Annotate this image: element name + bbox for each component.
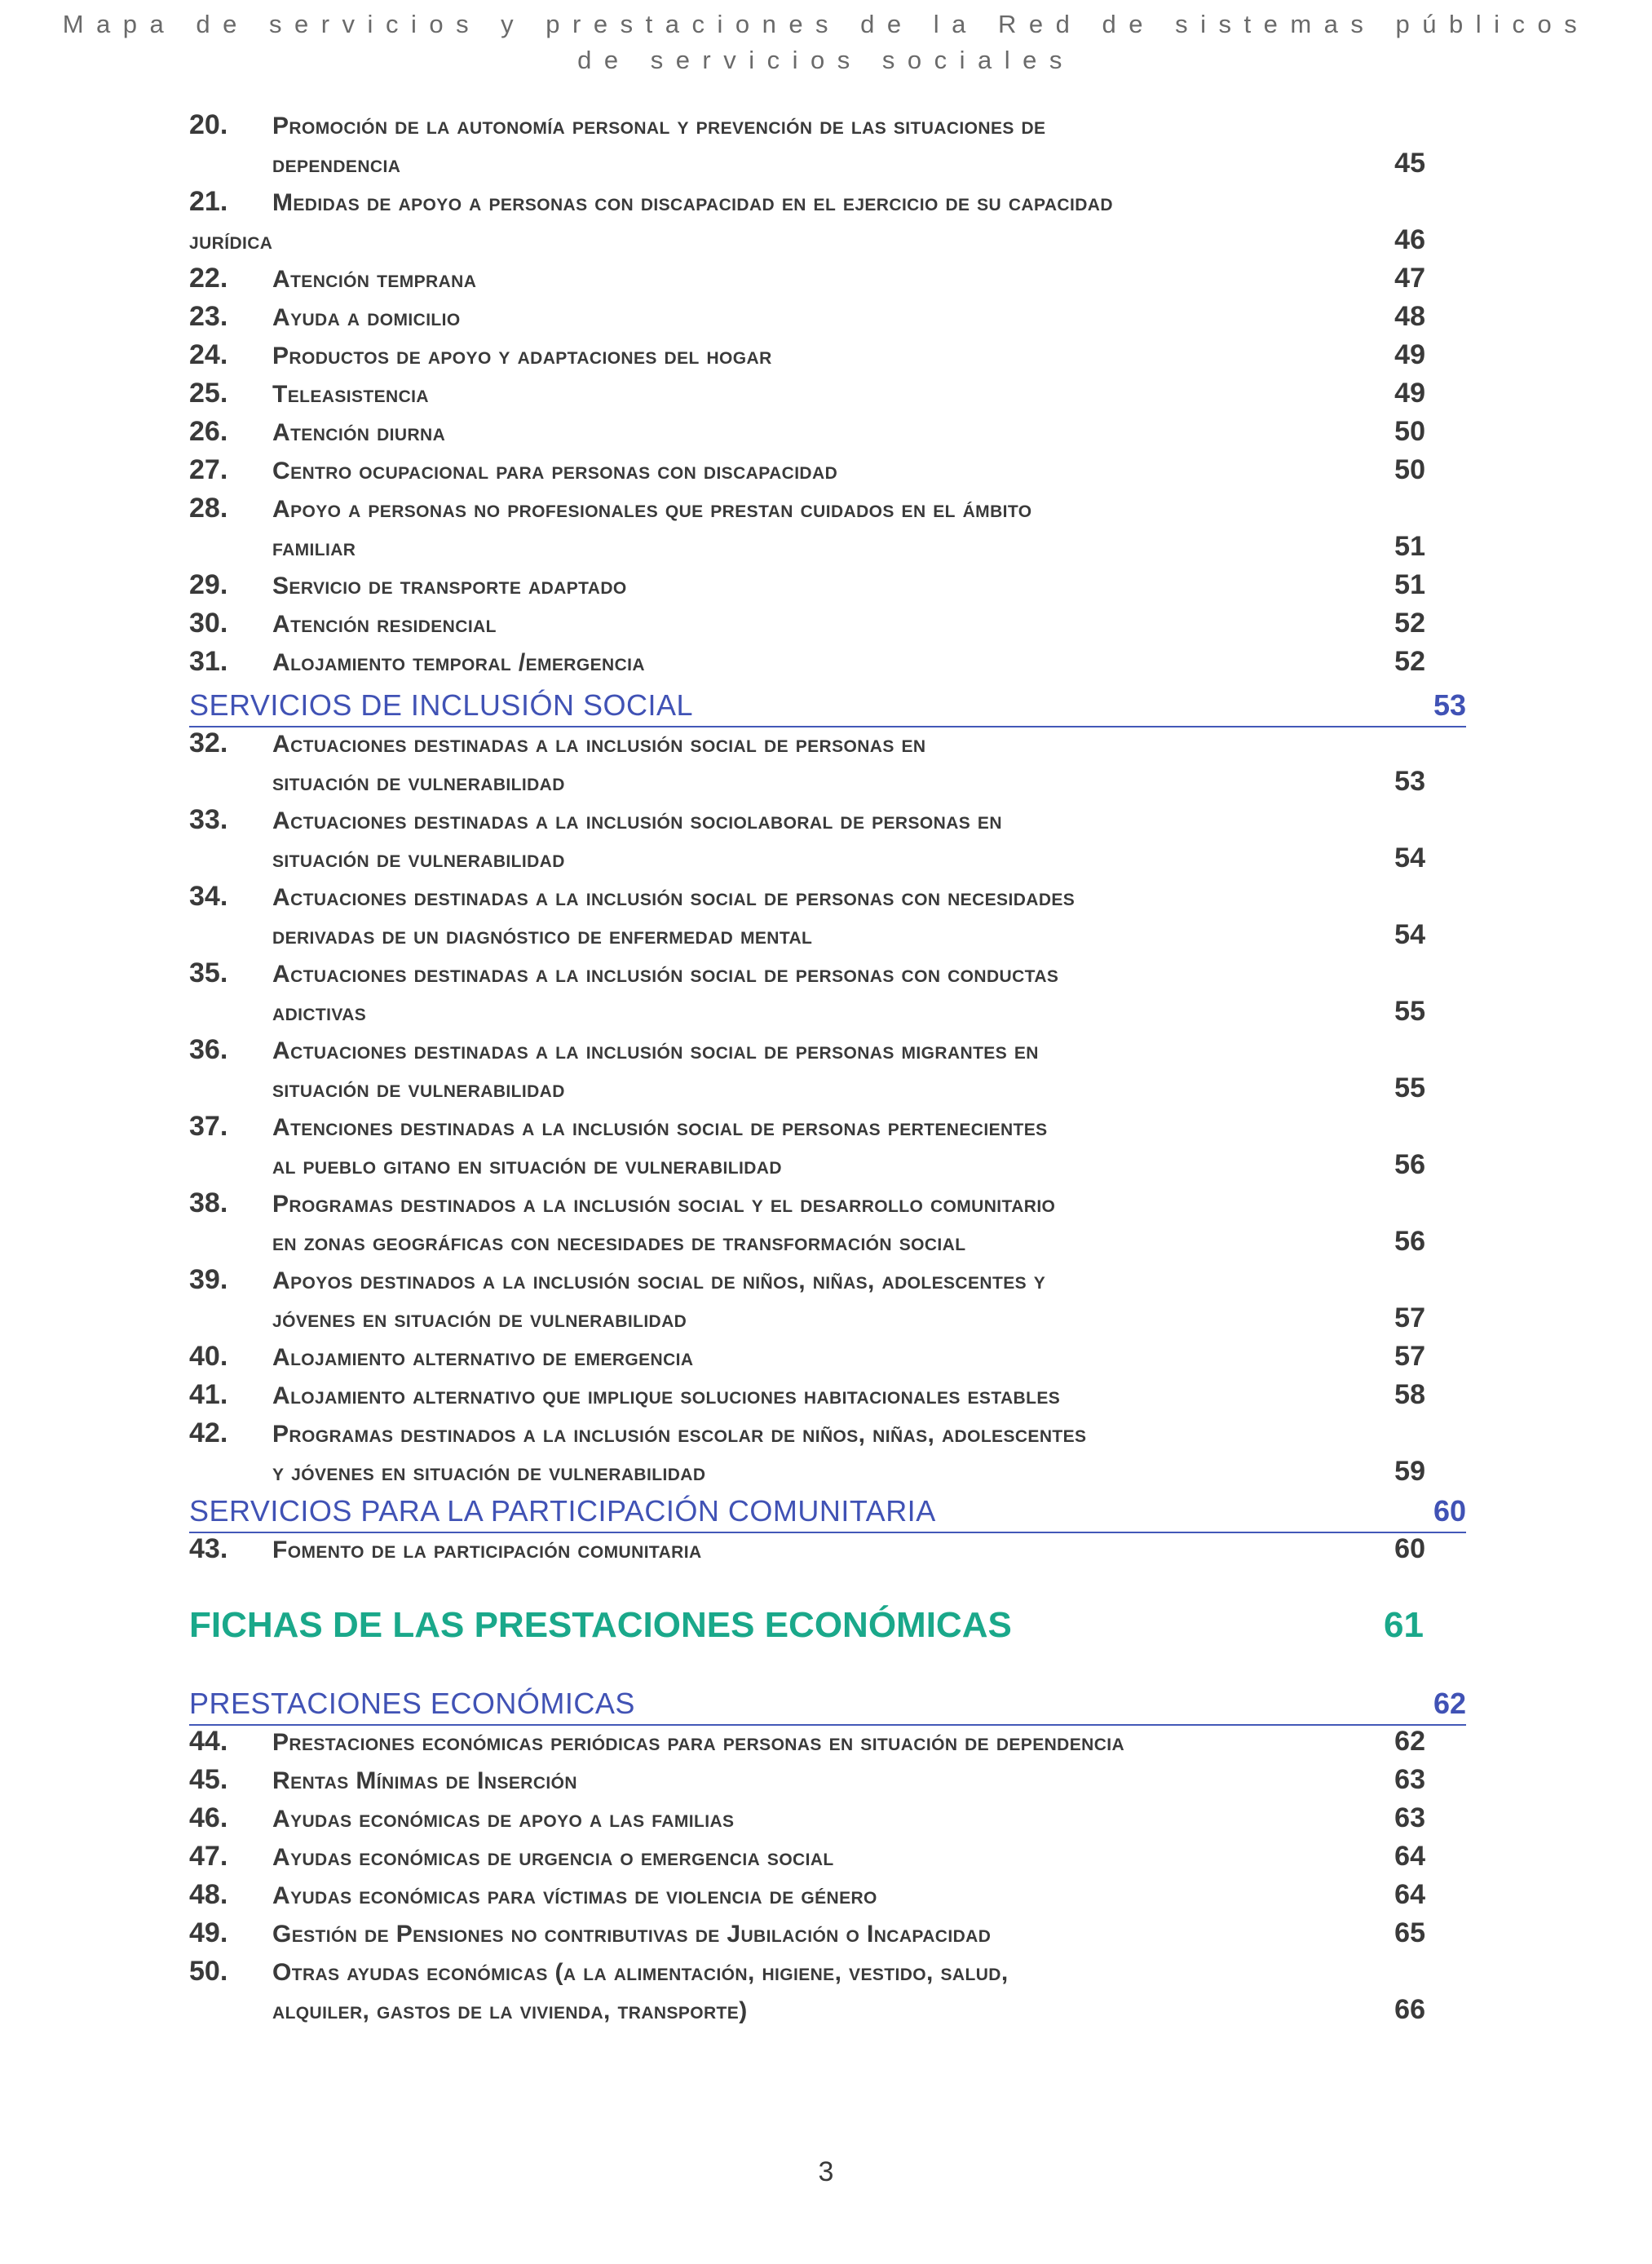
- entry-title: Actuaciones destinadas a la inclusión social de personas con conductas: [272, 961, 1059, 988]
- entry-number: 20.: [189, 109, 228, 140]
- entry-number: 37.: [189, 1111, 228, 1142]
- entry-page: 64: [1394, 1841, 1425, 1872]
- header-line-1: Mapa de servicios y prestaciones de la Red de sistemas públicos: [62, 10, 1590, 38]
- entry-title: Servicio de transporte adaptado: [272, 573, 627, 599]
- entry-page: 57: [1394, 1302, 1425, 1333]
- toc-entry-continuation[interactable]: [0, 994, 1652, 1032]
- section-page: 62: [1433, 1687, 1466, 1720]
- entry-number: 49.: [189, 1917, 228, 1948]
- entry-number: 28.: [189, 493, 228, 524]
- entry-title: Apoyo a personas no profesionales que prestan cuidados en el ámbito: [272, 496, 1032, 523]
- entry-page: 58: [1394, 1379, 1425, 1410]
- entry-title: Alojamiento temporal /emergencia: [272, 649, 645, 676]
- entry-page: 57: [1394, 1341, 1425, 1372]
- entry-page: 66: [1394, 1994, 1425, 2025]
- entry-title-continued: alquiler, gastos de la vivienda, transporte): [272, 1997, 748, 2024]
- toc-entry[interactable]: [0, 1762, 1652, 1800]
- entry-title-continued: jóvenes en situación de vulnerabilidad: [272, 1306, 687, 1333]
- entry-page: 51: [1394, 531, 1425, 562]
- entry-number: 30.: [189, 608, 228, 639]
- entry-number: 22.: [189, 263, 228, 294]
- entry-number: 21.: [189, 186, 228, 217]
- toc-entry[interactable]: [0, 1801, 1652, 1838]
- toc-entry-continuation[interactable]: [0, 1071, 1652, 1108]
- toc-entry[interactable]: [0, 1109, 1652, 1147]
- toc-entry-continuation[interactable]: [0, 1224, 1652, 1262]
- major-heading-title: FICHAS DE LAS PRESTACIONES ECONÓMICAS: [189, 1605, 1012, 1645]
- entry-title-continued: situación de vulnerabilidad: [272, 1076, 565, 1103]
- entry-title: Actuaciones destinadas a la inclusión sociolaboral de personas en: [272, 807, 1002, 834]
- entry-page: 51: [1394, 569, 1425, 600]
- entry-page: 63: [1394, 1802, 1425, 1833]
- entry-title: Actuaciones destinadas a la inclusión social de personas migrantes en: [272, 1037, 1039, 1064]
- entry-title-continued: situación de vulnerabilidad: [272, 846, 565, 873]
- header-line-2: de servicios sociales: [577, 46, 1075, 74]
- entry-title: Atención temprana: [272, 266, 477, 293]
- section-page: 53: [1433, 688, 1466, 722]
- entry-title: Apoyos destinados a la inclusión social de niños, niñas, adolescentes y: [272, 1267, 1046, 1294]
- entry-title: Rentas Mínimas de Inserción: [272, 1767, 577, 1794]
- entry-number: 32.: [189, 727, 228, 758]
- entry-title-continued: familiar: [272, 534, 356, 561]
- entry-page: 53: [1394, 766, 1425, 797]
- entry-page: 56: [1394, 1226, 1425, 1257]
- section-title: SERVICIOS DE INCLUSIÓN SOCIAL: [189, 688, 693, 722]
- section-title: PRESTACIONES ECONÓMICAS: [189, 1687, 635, 1720]
- entry-number: 26.: [189, 416, 228, 447]
- entry-number: 40.: [189, 1341, 228, 1372]
- toc-entry[interactable]: [0, 108, 1652, 145]
- entry-page: 60: [1394, 1533, 1425, 1564]
- entry-title-continued: en zonas geográficas con necesidades de transformación social: [272, 1229, 966, 1256]
- entry-page: 54: [1394, 842, 1425, 873]
- toc-entry[interactable]: [0, 491, 1652, 528]
- entry-page: 50: [1394, 416, 1425, 447]
- entry-number: 45.: [189, 1764, 228, 1795]
- entry-number: 46.: [189, 1802, 228, 1833]
- section-page: 60: [1433, 1494, 1466, 1528]
- toc-entry[interactable]: [0, 1724, 1652, 1762]
- toc-entry[interactable]: [0, 1377, 1652, 1415]
- toc-entry[interactable]: [0, 956, 1652, 993]
- entry-title-continued: y jóvenes en situación de vulnerabilidad: [272, 1459, 706, 1486]
- entry-page: 52: [1394, 608, 1425, 639]
- entry-title-continued: situación de vulnerabilidad: [272, 769, 565, 796]
- toc-entry-continuation[interactable]: [0, 1454, 1652, 1492]
- toc-entry[interactable]: [0, 1532, 1652, 1569]
- entry-title: Ayudas económicas de apoyo a las familias: [272, 1806, 735, 1833]
- toc-entry[interactable]: [0, 879, 1652, 917]
- entry-number: 43.: [189, 1533, 228, 1564]
- entry-title: Alojamiento alternativo de emergencia: [272, 1344, 694, 1371]
- toc-entry[interactable]: [0, 803, 1652, 840]
- toc-entry[interactable]: [0, 453, 1652, 490]
- entry-title: Actuaciones destinadas a la inclusión social de personas en: [272, 731, 926, 758]
- entry-page: 55: [1394, 1072, 1425, 1103]
- toc-entry[interactable]: [0, 1954, 1652, 1992]
- entry-number: 48.: [189, 1879, 228, 1910]
- toc-entry-continuation[interactable]: [0, 1992, 1652, 2030]
- entry-page: 47: [1394, 263, 1425, 294]
- entry-number: 29.: [189, 569, 228, 600]
- entry-title: Ayudas económicas de urgencia o emergencia social: [272, 1844, 834, 1871]
- entry-number: 44.: [189, 1726, 228, 1757]
- toc-entry-continuation[interactable]: [0, 529, 1652, 567]
- toc-entry-continuation[interactable]: [0, 841, 1652, 878]
- entry-title-continued: dependencia: [272, 151, 401, 178]
- toc-entry[interactable]: [0, 338, 1652, 375]
- entry-title: Otras ayudas económicas (a la alimentación, higiene, vestido, salud,: [272, 1959, 1009, 1986]
- toc-entry-continuation[interactable]: [0, 764, 1652, 802]
- toc-entry[interactable]: [0, 1262, 1652, 1300]
- entry-title: Centro ocupacional para personas con discapacidad: [272, 458, 838, 484]
- toc-entry[interactable]: [0, 568, 1652, 605]
- entry-number: 33.: [189, 804, 228, 835]
- entry-page: 54: [1394, 919, 1425, 950]
- entry-number: 27.: [189, 454, 228, 485]
- toc-entry[interactable]: [0, 1033, 1652, 1070]
- entry-title-continued: al pueblo gitano en situación de vulnerabilidad: [272, 1152, 782, 1179]
- toc-entry[interactable]: [0, 1916, 1652, 1953]
- toc-entry[interactable]: [0, 261, 1652, 298]
- section-title: SERVICIOS PARA LA PARTICIPACIÓN COMUNITARIA: [189, 1494, 936, 1528]
- major-heading-page: 61: [1384, 1605, 1424, 1645]
- entry-page: 64: [1394, 1879, 1425, 1910]
- entry-page: 52: [1394, 646, 1425, 677]
- entry-number: 24.: [189, 339, 228, 370]
- entry-number: 50.: [189, 1956, 228, 1987]
- entry-number: 34.: [189, 881, 228, 912]
- entry-title: Programas destinados a la inclusión social y el desarrollo comunitario: [272, 1191, 1056, 1218]
- entry-title: Prestaciones económicas periódicas para personas en situación de dependencia: [272, 1729, 1125, 1756]
- entry-page: 55: [1394, 996, 1425, 1027]
- toc-entry[interactable]: [0, 299, 1652, 337]
- entry-title: Alojamiento alternativo que implique soluciones habitacionales estables: [272, 1382, 1061, 1409]
- toc-entry[interactable]: [0, 1186, 1652, 1223]
- entry-title: Ayudas económicas para víctimas de violencia de género: [272, 1882, 877, 1909]
- entry-number: 31.: [189, 646, 228, 677]
- entry-title-continued: jurídica: [189, 228, 273, 254]
- entry-number: 25.: [189, 378, 228, 409]
- toc-section-economic[interactable]: [189, 1685, 1466, 1726]
- entry-page: 49: [1394, 378, 1425, 409]
- entry-number: 39.: [189, 1264, 228, 1295]
- entry-number: 35.: [189, 957, 228, 988]
- toc-entry-continuation[interactable]: [0, 146, 1652, 184]
- entry-title: Ayuda a domicilio: [272, 304, 461, 331]
- entry-number: 42.: [189, 1417, 228, 1448]
- toc-section-inclusion[interactable]: [189, 687, 1466, 727]
- entry-page: 46: [1394, 224, 1425, 255]
- toc-entry[interactable]: [0, 376, 1652, 413]
- toc-entry[interactable]: [0, 414, 1652, 452]
- entry-number: 36.: [189, 1034, 228, 1065]
- toc-entry[interactable]: [0, 1839, 1652, 1877]
- entry-page: 49: [1394, 339, 1425, 370]
- entry-number: 41.: [189, 1379, 228, 1410]
- entry-page: 48: [1394, 301, 1425, 332]
- entry-title: Medidas de apoyo a personas con discapacidad en el ejercicio de su capacidad: [272, 189, 1113, 216]
- entry-number: 38.: [189, 1187, 228, 1218]
- page-number: 3: [818, 2156, 834, 2187]
- toc-entry[interactable]: [0, 644, 1652, 682]
- toc-entry-continuation[interactable]: [0, 1147, 1652, 1185]
- toc-entry[interactable]: [0, 184, 1652, 222]
- entry-number: 47.: [189, 1841, 228, 1872]
- entry-page: 59: [1394, 1456, 1425, 1487]
- entry-title: Promoción de la autonomía personal y prevención de las situaciones de: [272, 113, 1046, 139]
- toc-entry[interactable]: [0, 606, 1652, 643]
- entry-page: 56: [1394, 1149, 1425, 1180]
- toc-section-participation[interactable]: [189, 1492, 1466, 1533]
- toc-entry[interactable]: [0, 1877, 1652, 1915]
- entry-page: 62: [1394, 1726, 1425, 1757]
- entry-title-continued: derivadas de un diagnóstico de enfermedad mental: [272, 922, 813, 949]
- toc-entry[interactable]: [0, 1339, 1652, 1377]
- toc-entry[interactable]: [0, 1416, 1652, 1453]
- toc-entry[interactable]: [0, 726, 1652, 763]
- entry-title: Fomento de la participación comunitaria: [272, 1537, 702, 1563]
- entry-title: Teleasistencia: [272, 381, 429, 408]
- entry-number: 23.: [189, 301, 228, 332]
- entry-page: 63: [1394, 1764, 1425, 1795]
- entry-page: 50: [1394, 454, 1425, 485]
- entry-title: Productos de apoyo y adaptaciones del hogar: [272, 343, 772, 369]
- entry-title: Programas destinados a la inclusión escolar de niños, niñas, adolescentes: [272, 1421, 1087, 1448]
- entry-page: 65: [1394, 1917, 1425, 1948]
- toc-entry-continuation[interactable]: [0, 223, 1652, 260]
- toc-major-heading[interactable]: [189, 1605, 1424, 1654]
- entry-title: Atenciones destinadas a la inclusión social de personas pertenecientes: [272, 1114, 1048, 1141]
- entry-title: Actuaciones destinadas a la inclusión social de personas con necesidades: [272, 884, 1076, 911]
- entry-title: Atención diurna: [272, 419, 446, 446]
- entry-page: 45: [1394, 148, 1425, 179]
- entry-title: Gestión de Pensiones no contributivas de Jubilación o Incapacidad: [272, 1921, 992, 1948]
- entry-title: Atención residencial: [272, 611, 497, 638]
- entry-title-continued: adictivas: [272, 999, 367, 1026]
- toc-entry-continuation[interactable]: [0, 918, 1652, 955]
- toc-entry-continuation[interactable]: [0, 1301, 1652, 1338]
